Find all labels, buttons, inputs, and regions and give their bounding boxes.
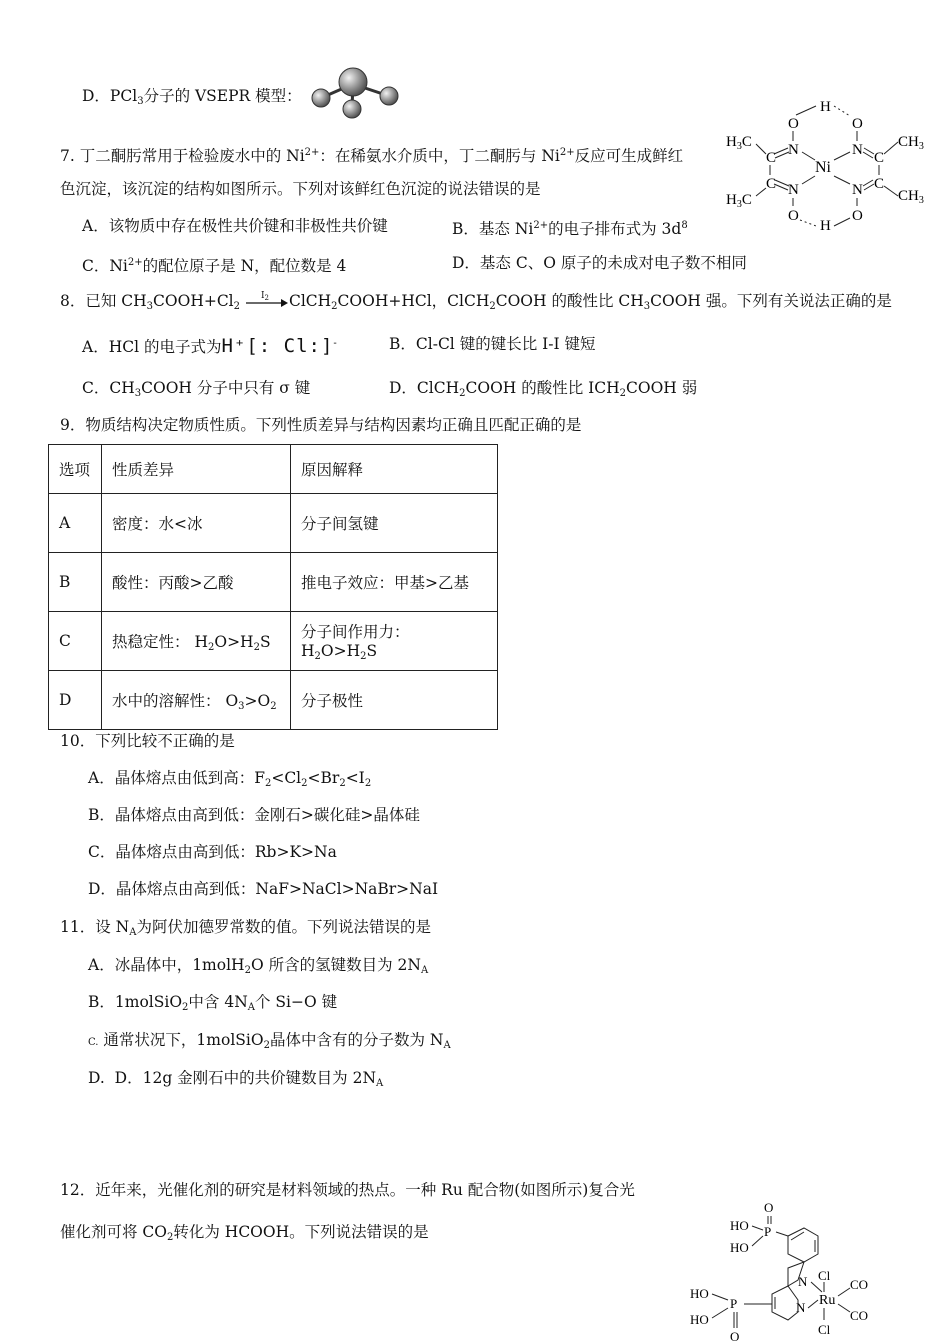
svg-text:N: N <box>788 182 799 198</box>
svg-text:C: C <box>766 150 777 166</box>
q11-option-b: B．1molSiO$_2$中含 $4N_A$个 Si−O 键 <box>88 993 338 1013</box>
q9-table <box>48 444 498 730</box>
header-cell: 性质差异 <box>102 445 291 494</box>
reason-cell: 分子间氢键 <box>291 494 498 553</box>
svg-text:Ni: Ni <box>815 159 831 176</box>
q7-option-d: D．基态 C、O 原子的未成对电子数不相同 <box>452 254 747 272</box>
header-cell: 选项 <box>49 445 102 494</box>
q11-option-c: C. 通常状况下，1molSiO$_2$晶体中含有的分子数为 $N_A$ <box>88 1031 451 1051</box>
reason-cell: 分子间作用力： $H_2O>H_2S$ <box>291 612 498 671</box>
svg-text:H: H <box>820 99 831 115</box>
reaction-arrow <box>245 291 289 310</box>
reason-cell: 分子极性 <box>291 671 498 730</box>
q7-stem-line2: 色沉淀，该沉淀的结构如图所示。下列对该鲜红色沉淀的说法错误的是 <box>60 180 541 198</box>
svg-text:H3C: $H_3C$ <box>726 192 752 210</box>
q8-option-b: B．Cl-Cl 键的键长比 I-I 键短 <box>389 335 596 353</box>
svg-text:N: N <box>796 1300 806 1315</box>
q11-option-a: A．冰晶体中，1molH$_2$O 所含的氢键数目为 $2N_A$ <box>88 956 429 976</box>
arrow-catalyst-label: $I_2$ <box>260 291 269 302</box>
table-row <box>49 553 498 612</box>
svg-text:N: N <box>798 1274 808 1289</box>
q7-stem-line1: 7. 丁二酮肟常用于检验废水中的 $Ni^{2+}$：在稀氨水介质中，丁二酮肟与 $Ni^{2+}$反应可生成鲜红 <box>60 147 684 165</box>
table-row <box>49 671 498 730</box>
svg-text:Cl: Cl <box>818 1322 831 1337</box>
svg-text:HO: HO <box>730 1240 749 1255</box>
svg-text:N: N <box>852 182 863 198</box>
svg-text:H: H <box>820 218 831 234</box>
q10-option-a: A．晶体熔点由低到高：$F_2<Cl_2<Br_2<I_2$ <box>88 769 372 789</box>
svg-text:P: P <box>730 1296 738 1311</box>
svg-text:H3C: $H_3C$ <box>726 134 752 152</box>
option-cell: C <box>49 612 102 671</box>
q10-option-b: B．晶体熔点由高到低：金刚石>碳化硅>晶体硅 <box>88 806 420 824</box>
nickel-dimethylglyoxime-structure <box>722 96 932 236</box>
svg-text:C: C <box>874 176 885 192</box>
svg-text:P: P <box>764 1224 772 1239</box>
property-cell: 热稳定性： $H_2O>H_2S$ <box>102 612 291 671</box>
table-header-row <box>49 445 498 494</box>
q11-option-d: D. D．12g 金刚石中的共价键数目为 $2N_A$ <box>88 1069 384 1089</box>
q7-option-b: B．基态 $Ni^{2+}$的电子排布式为 $3d^8$ <box>452 220 688 238</box>
property-cell: 酸性：丙酸>乙酸 <box>102 553 291 612</box>
option-cell: B <box>49 553 102 612</box>
svg-text:O: O <box>788 208 799 224</box>
q12-stem-line2: 催化剂可将 $CO_2$转化为 HCOOH。下列说法错误的是 <box>60 1223 429 1243</box>
q7-option-c: C．$Ni^{2+}$的配位原子是 N，配位数是 4 <box>82 257 347 275</box>
svg-text:O: O <box>852 116 863 132</box>
svg-text:CH3: $CH_3$ <box>898 134 924 152</box>
header-cell: 原因解释 <box>291 445 498 494</box>
svg-text:O: O <box>730 1329 740 1344</box>
table-row <box>49 494 498 553</box>
q6-option-d: D．PCl$_3$分子的 VSEPR 模型： <box>82 87 302 107</box>
pcl3-vsepr-model-figure <box>305 66 405 122</box>
q7-option-a: A．该物质中存在极性共价键和非极性共价键 <box>82 217 388 235</box>
svg-text:Ru: Ru <box>819 1293 836 1308</box>
option-cell: A <box>49 494 102 553</box>
svg-text:C: C <box>766 176 777 192</box>
svg-text:HO: HO <box>730 1218 749 1233</box>
svg-text:O: O <box>788 116 799 132</box>
svg-text:HO: HO <box>690 1286 709 1301</box>
svg-text:O: O <box>852 208 863 224</box>
svg-text:O: O <box>764 1200 774 1215</box>
svg-text:N: N <box>788 142 799 158</box>
svg-text:Cl: Cl <box>818 1268 831 1283</box>
table-row <box>49 612 498 671</box>
svg-text:CO: CO <box>850 1277 869 1292</box>
option-cell: D <box>49 671 102 730</box>
q9-stem: 9．物质结构决定物质性质。下列性质差异与结构因素均正确且匹配正确的是 <box>60 416 582 434</box>
svg-text:HO: HO <box>690 1312 709 1327</box>
q11-stem: 11．设 $N_A$为阿伏加德罗常数的值。下列说法错误的是 <box>60 918 431 938</box>
svg-text:CH3: $CH_3$ <box>898 188 924 206</box>
svg-text:CO: CO <box>850 1308 869 1323</box>
property-cell: 密度：水<冰 <box>102 494 291 553</box>
q10-option-c: C．晶体熔点由高到低：Rb>K>Na <box>88 843 337 861</box>
q10-option-d: D．晶体熔点由高到低：NaF>NaCl>NaBr>NaI <box>88 880 439 898</box>
reason-cell: 推电子效应：甲基>乙基 <box>291 553 498 612</box>
q8-stem: 8．已知 $CH_3COOH+Cl_2$ $I_2$ ClCH$_2$COOH+HCl，ClCH$_2$COOH 的酸性比 $CH_3COOH$ 强。下列有关说法正确的是 <box>60 291 892 317</box>
q8-option-c: C．$CH_3COOH$ 分子中只有 σ 键 <box>82 379 311 399</box>
q8-option-d: D．ClCH$_2$COOH 的酸性比 $ICH_2COOH$ 弱 <box>389 379 698 399</box>
ruthenium-complex-structure <box>684 1196 894 1344</box>
property-cell: 水中的溶解性： $O_3>O_2$ <box>102 671 291 730</box>
q10-stem: 10．下列比较不正确的是 <box>60 732 235 750</box>
q12-stem-line1: 12．近年来，光催化剂的研究是材料领域的热点。一种 Ru 配合物(如图所示)复合光 <box>60 1181 635 1199</box>
svg-text:N: N <box>852 142 863 158</box>
svg-text:C: C <box>874 150 885 166</box>
q8-option-a: A．HCl 的电子式为H⁺[: Cl:]- <box>82 335 337 357</box>
